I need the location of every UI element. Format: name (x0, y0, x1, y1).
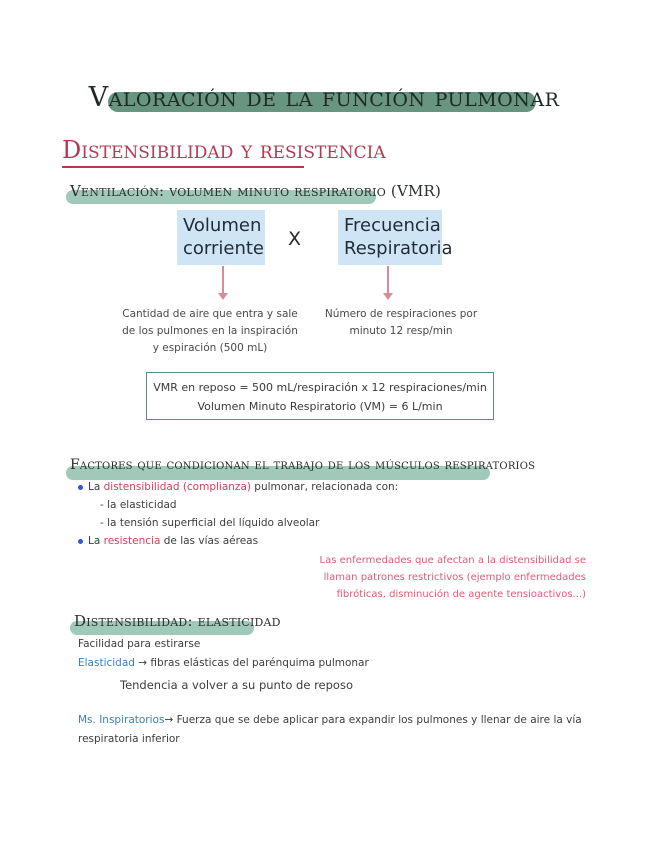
elasticity-heading: Distensibilidad: elasticidad (74, 612, 281, 630)
rate-note-line1: Número de respiraciones por (324, 308, 478, 320)
inspiratory-muscles-line: Ms. Inspiratorios→ Fuerza que se debe aplicar para expandir los pulmones y llenar de aire la vía (78, 714, 582, 726)
rest-tendency-line: Tendencia a volver a su punto de reposo (120, 678, 353, 692)
respiratory-rate-note (316, 306, 486, 340)
arrow-left-shaft (222, 266, 224, 294)
elasticity-term: Elasticidad (78, 657, 135, 669)
elasticity-definition: Facilidad para estirarse (78, 638, 201, 650)
factor-item-distensibility: La distensibilidad (complianza) pulmonar, relacionada con: (78, 481, 398, 493)
pink-note-line2: llaman patrones restrictivos (ejemplo enfermedades (323, 572, 586, 583)
page-title: Valoración de la función pulmonar (88, 82, 560, 113)
section-underline (62, 166, 304, 168)
factor-item-resistance: La resistencia de las vías aéreas (78, 535, 258, 547)
tidal-volume-line1: Volumen (183, 215, 262, 236)
respiratory-rate-line1: Frecuencia (344, 215, 441, 236)
section-heading: Distensibilidad y resistencia (62, 136, 386, 164)
tidal-note-line2: de los pulmones en la inspiración (122, 325, 298, 337)
pink-note-line3: fibróticas, disminución de agente tensioactivos...) (336, 589, 586, 600)
formula-line2: Volumen Minuto Respiratorio (VM) = 6 L/min (197, 400, 443, 413)
formula-line1: VMR en reposo = 500 mL/respiración x 12 respiraciones/min (153, 381, 487, 394)
factor-sub-elasticity: - la elasticidad (100, 499, 177, 511)
bullet-icon (78, 485, 83, 490)
tidal-volume-note (108, 306, 312, 357)
multiply-operator: X (288, 228, 302, 250)
factor-sub-surface-tension: - la tensión superficial del líquido alveolar (100, 517, 320, 529)
arrow-right-shaft (387, 266, 389, 294)
tidal-note-line1: Cantidad de aire que entra y sale (122, 308, 298, 320)
respiratory-rate-line2: Respiratoria (344, 238, 453, 259)
inspiratory-muscles-term: Ms. Inspiratorios (78, 714, 165, 726)
rate-note-line2: minuto 12 resp/min (349, 325, 453, 337)
bullet-icon (78, 539, 83, 544)
respiratory-rate-box (338, 210, 453, 265)
inspiratory-muscles-line2: respiratoria inferior (78, 733, 180, 745)
resistance-term: resistencia (103, 535, 161, 547)
tidal-note-line3: y espiración (500 mL) (152, 342, 268, 354)
restrictive-pattern-note (320, 552, 587, 603)
arrow-right-head (383, 293, 393, 300)
tidal-volume-box (177, 210, 265, 265)
elasticity-fibers-line: Elasticidad → fibras elásticas del parénquima pulmonar (78, 657, 369, 669)
arrow-left-head (218, 293, 228, 300)
distensibility-term: distensibilidad (complianza) (103, 481, 251, 493)
formula-box (146, 372, 494, 420)
factors-heading: Factores que condicionan el trabajo de los músculos respiratorios (70, 457, 536, 473)
tidal-volume-line2: corriente (183, 238, 265, 259)
ventilation-heading: Ventilación: volumen minuto respiratorio (VMR) (70, 182, 442, 200)
pink-note-line1: Las enfermedades que afectan a la distensibilidad se (319, 555, 586, 566)
